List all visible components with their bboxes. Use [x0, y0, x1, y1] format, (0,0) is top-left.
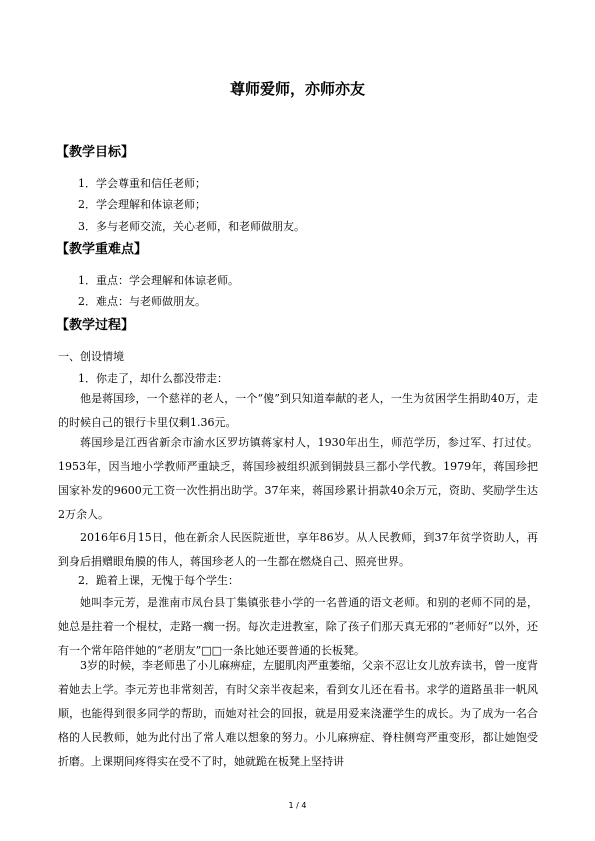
- paragraph: 她叫李元芳，是淮南市凤台县丁集镇张巷小学的一名普通的语文老师。和别的老师不同的是，她总是拄着一个棍杖，走路一瘸一拐。每次走进教室，除了孩子们那天真无邪的“老师好”以外，还有一个常年陪伴她的“老朋友”□□一条比她还要普通的长板凳。: [58, 596, 538, 657]
- document-title: 尊师爱师，亦师亦友: [229, 80, 365, 98]
- section-heading-process: 【教学过程】: [56, 318, 135, 333]
- goal-item: 1．学会尊重和信任老师；: [78, 177, 206, 190]
- goal-item: 3．多与老师交流，关心老师，和老师做朋友。: [78, 220, 305, 233]
- paragraph: 他是蒋国珍，一个慈祥的老人，一个“傻”到只知道奉献的老人，一生为贫困学生捐助40万，走的时候自己的银行卡里仅剩1.36元。: [58, 392, 538, 429]
- story-title: 1．你走了，却什么都没带走：: [78, 372, 228, 385]
- story-title: 2．跪着上课，无愧于每个学生：: [78, 574, 239, 587]
- paragraph: 蒋国珍是江西省新余市渝水区罗坊镇蒋家村人，1930年出生，师范学历，参过军、打过仗。1953年，因当地小学教师严重缺乏，蒋国珍被组织派到铜鼓县三都小学代教。1979年，蒋国珍把国家补发的9600元工资一次性捐出助学。37年来，蒋国珍累计捐款40余万元，资助、奖励学生达2万余人。: [58, 436, 538, 521]
- section-heading-key-points: 【教学重难点】: [56, 242, 148, 257]
- process-part-title: 一、创设情境: [58, 350, 124, 363]
- paragraph: 2016年6月15日，他在新余人民医院逝世，享年86岁。从人民教师，到37年贫学资助人，再到身后捐赠眼角膜的伟人，蒋国珍老人的一生都在燃烧自己、照亮世界。: [58, 531, 538, 568]
- key-point-item: 2．难点：与老师做朋友。: [78, 295, 206, 308]
- page-number: 1 / 4: [288, 801, 307, 810]
- key-point-item: 1．重点：学会理解和体谅老师。: [78, 274, 239, 287]
- goal-item: 2．学会理解和体谅老师；: [78, 198, 206, 211]
- section-heading-goals: 【教学目标】: [56, 145, 135, 160]
- paragraph: 3岁的时候，李老师患了小儿麻痹症，左腿肌肉严重萎缩，父亲不忍让女儿放弃读书，曾一度背着她去上学。李元芳也非常刻苦，有时父亲半夜起来，看到女儿还在看书。求学的道路虽非一帆风顺，也能得到很多同学的帮助，而她对社会的回报，就是用爱来浇灌学生的成长。为了成为一名合格的人民教师，她为此付出了常人难以想象的努力。小儿麻痹症、脊柱侧弯严重变形，都让她饱受折磨。上课期间疼得实在受不了时，她就跪在板凳上坚持讲: [58, 659, 538, 768]
